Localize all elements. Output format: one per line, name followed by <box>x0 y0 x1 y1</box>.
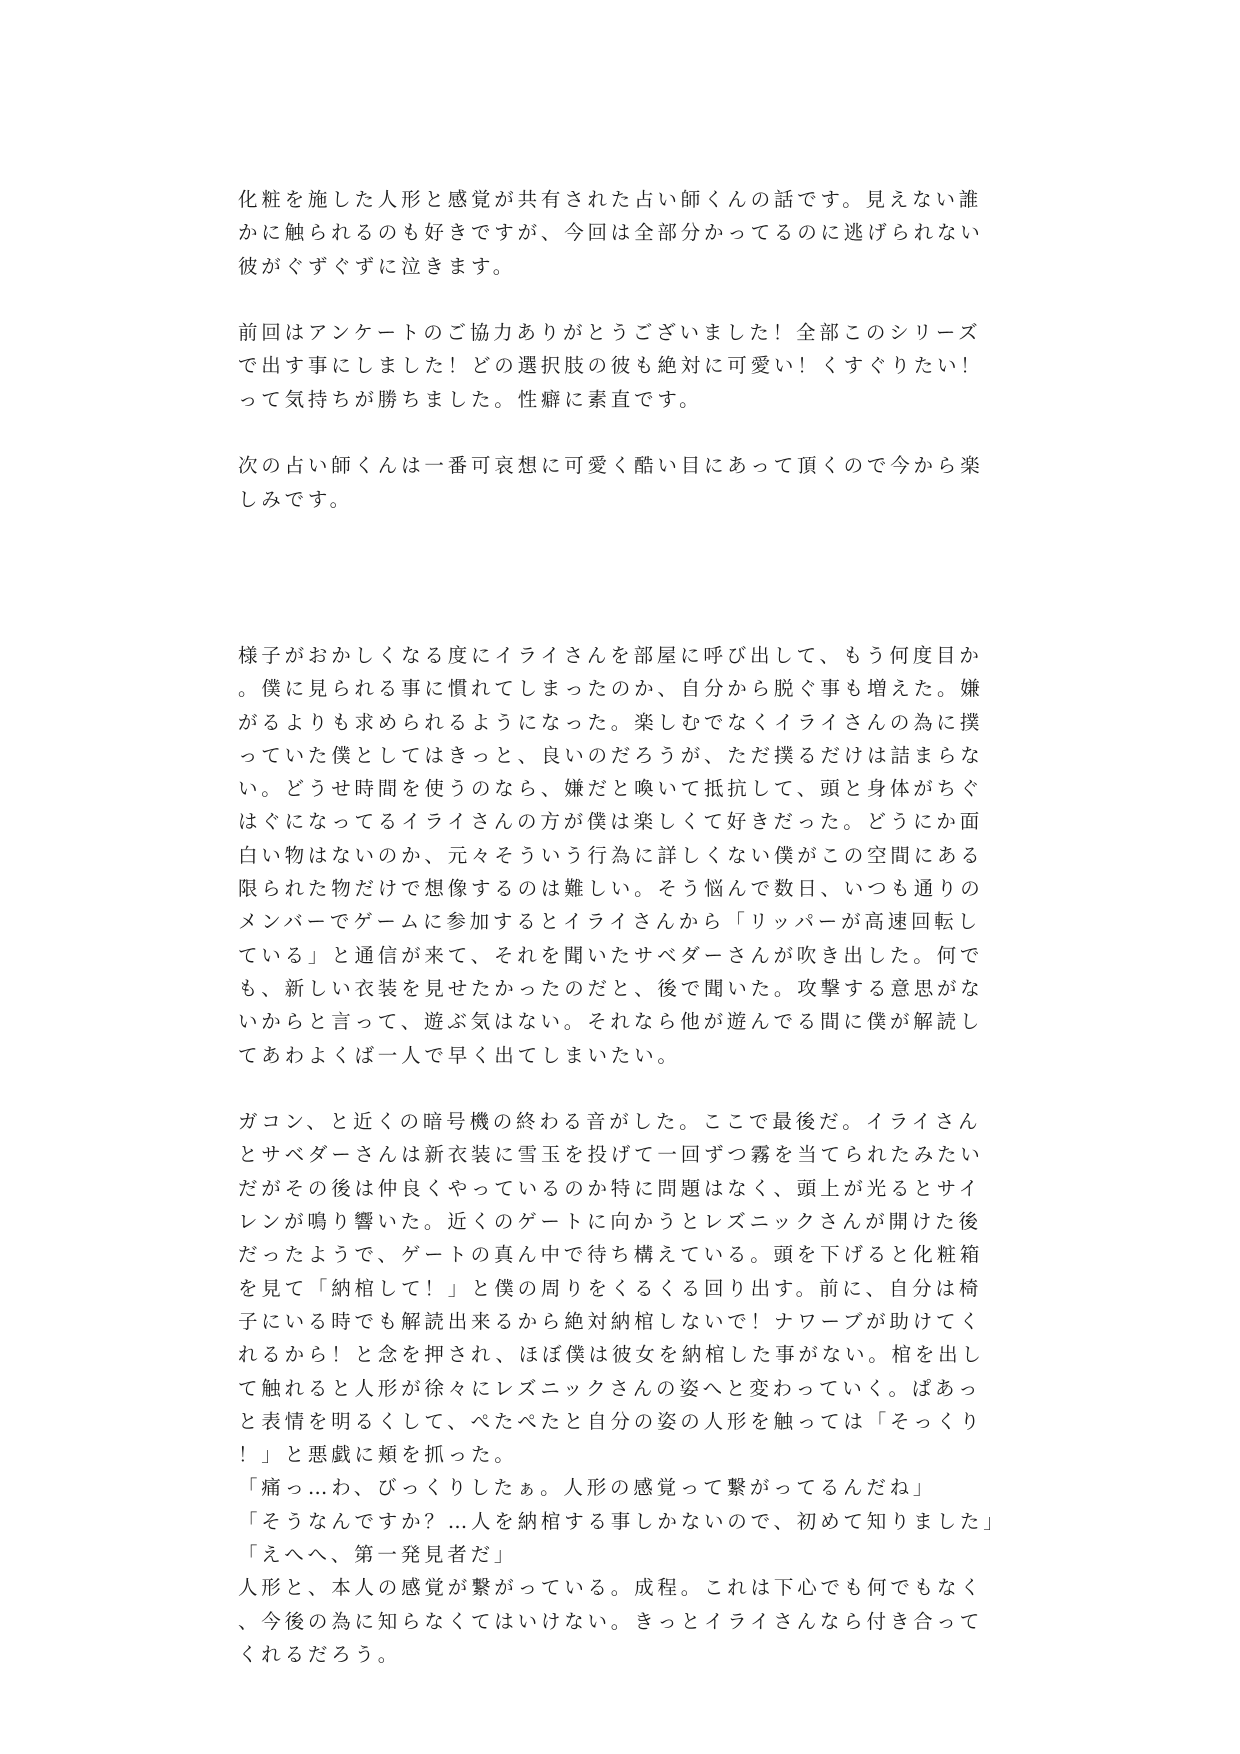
paragraph-spacer <box>238 416 1004 449</box>
story-paragraph-1: 様子がおかしくなる度にイライさんを部屋に呼び出して、もう何度目か。僕に見られる事に慣れてしまったのか、自分から脱ぐ事も増えた。嫌がるよりも求められるようになった。楽しむでなくイライさんの為に撲っていた僕としてはきっと、良いのだろうが、ただ撲るだけは詰まらない。どうせ時間を使うのなら、嫌だと喚いて抵抗して、頭と身体がちぐはぐになってるイライさんの方が僕は楽しくて好きだった。どうにか面白い物はないのか、元々そういう行為に詳しくない僕がこの空間にある限られた物だけで想像するのは難しい。そう悩んで数日、いつも通りのメンバーでゲームに参加するとイライさんから「リッパーが高速回転している」と通信が来て、それを聞いたサベダーさんが吹き出した。何でも、新しい衣装を見せたかったのだと、後で聞いた。攻撃する意思がないからと言って、遊ぶ気はない。それなら他が遊んでる間に僕が解読してあわよくば一人で早く出てしまいたい。 <box>238 644 984 1067</box>
foreword-section <box>238 183 1004 516</box>
foreword-paragraph-3: 次の占い師くんは一番可哀想に可愛く酷い目にあって頂くので今から楽しみです。 <box>238 454 984 511</box>
dialogue-line-1: 「痛っ…わ、びっくりしたぁ。人形の感覚って繋がってるんだね」 <box>238 1476 937 1500</box>
story-paragraph-2: ガコン、と近くの暗号機の終わる音がした。ここで最後だ。イライさんとサベダーさんは新衣装に雪玉を投げて一回ずつ霧を当てられたみたいだがその後は仲良くやっているのか特に問題はなく、頭上が光るとサイレンが鳴り響いた。近くのゲートに向かうとレズニックさんが開けた後だったようで、ゲートの真ん中で待ち構えている。頭を下げると化粧箱を見て「納棺して！」と僕の周りをくるくる回り出す。前に、自分は椅子にいる時でも解読出来るから絶対納棺しないで！ナワーブが助けてくれるから！と念を押され、ほぼ僕は彼女を納棺した事がない。棺を出して触れると人形が徐々にレズニックさんの姿へと変わっていく。ぱあっと表情を明るくして、ぺたぺたと自分の姿の人形を触っては「そっくり！」と悪戯に頬を抓った。 <box>238 1110 985 1467</box>
foreword-paragraph-1: 化粧を施した人形と感覚が共有された占い師くんの話です。見えない誰かに触られるのも好きですが、今回は全部分かってるのに逃げられない彼がぐずぐずに泣きます。 <box>238 188 984 278</box>
paragraph-spacer <box>238 283 1004 316</box>
dialogue-line-2: 「そうなんですか？…人を納棺する事しかないので、初めて知りました」 <box>238 1509 1007 1533</box>
foreword-paragraph-2: 前回はアンケートのご協力ありがとうございました！全部このシリーズで出す事にしました！どの選択肢の彼も絶対に可愛い！くすぐりたい！って気持ちが勝ちました。性癖に素直です。 <box>238 321 984 411</box>
story-section <box>238 639 1007 1671</box>
dialogue-line-3: 「えへへ、第一発見者だ」 <box>238 1543 518 1567</box>
story-paragraph-3: 人形と、本人の感覚が繋がっている。成程。これは下心でも何でもなく、今後の為に知らなくてはいけない。きっとイライさんなら付き合ってくれるだろう。 <box>238 1576 984 1666</box>
paragraph-spacer <box>238 1072 1004 1105</box>
